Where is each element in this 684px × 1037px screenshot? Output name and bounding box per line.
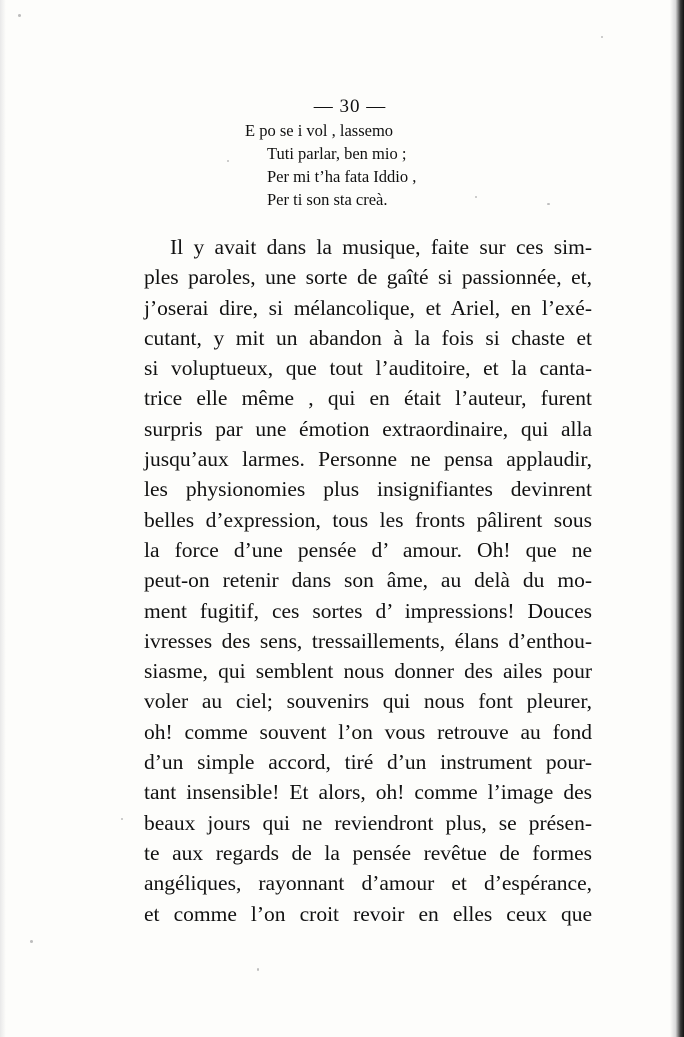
scan-speck [30, 940, 33, 943]
verse-line: Per mi t’ha fata Iddio , [267, 167, 417, 186]
verse-block [245, 119, 416, 211]
prose-line: d’un simple accord, tiré d’un instrument pour- [144, 750, 592, 775]
page-binding-shadow [670, 0, 684, 1037]
prose-line: ivresses des sens, tressaillements, élans d’enthou- [144, 628, 592, 653]
page-left-edge [0, 0, 6, 1037]
prose-line: siasme, qui semblent nous donner des ailes pour [144, 659, 592, 684]
prose-line: beaux jours qui ne reviendront plus, se présen- [144, 810, 592, 835]
scan-speck [227, 160, 229, 162]
scan-speck [547, 203, 550, 205]
page-number: — 30 — [313, 96, 387, 117]
verse-line: Per ti son sta creà. [267, 190, 388, 209]
verse-line: Tuti parlar, ben mio ; [267, 144, 407, 163]
scan-speck [257, 968, 259, 971]
prose-line: les physionomies plus insignifiantes devinrent [144, 477, 592, 502]
prose-line: oh! comme souvent l’on vous retrouve au fond [144, 719, 592, 744]
prose-line: peut-on retenir dans son âme, au delà du mo- [144, 568, 592, 593]
prose-line: angéliques, rayonnant d’amour et d’espérance, [144, 871, 592, 896]
prose-line: voler au ciel; souvenirs qui nous font pleurer, [144, 689, 592, 714]
scan-speck [475, 196, 477, 198]
prose-line: j’oserai dire, si mélancolique, et Ariel, en l’exé- [144, 295, 592, 320]
prose-line: tant insensible! Et alors, oh! comme l’image des [144, 780, 592, 805]
prose-line: ment fugitif, ces sortes d’ impressions! Douces [144, 598, 592, 623]
scan-speck [121, 818, 123, 820]
prose-line: si voluptueux, que tout l’auditoire, et la canta- [144, 356, 592, 381]
prose-line: belles d’expression, tous les fronts pâlirent sous [144, 507, 592, 532]
prose-line: Il y avait dans la musique, faite sur ces sim- [170, 235, 592, 259]
prose-line: trice elle même , qui en était l’auteur, furent [144, 386, 592, 411]
prose-line: te aux regards de la pensée revêtue de formes [144, 840, 592, 865]
scan-speck [18, 14, 21, 17]
prose-line: surpris par une émotion extraordinaire, qui alla [144, 416, 592, 441]
prose-line: jusqu’aux larmes. Personne ne pensa applaudir, [144, 447, 592, 472]
prose-line: et comme l’on croit revoir en elles ceux que [144, 901, 592, 926]
prose-line: cutant, y mit un abandon à la fois si chaste et [144, 325, 592, 350]
scan-speck [601, 36, 603, 38]
verse-line: E po se i vol , lassemo [245, 121, 394, 140]
prose-paragraph [144, 232, 592, 929]
prose-line: la force d’une pensée d’ amour. Oh! que ne [144, 537, 592, 562]
prose-line: ples paroles, une sorte de gaîté si passionnée, et, [144, 265, 592, 290]
